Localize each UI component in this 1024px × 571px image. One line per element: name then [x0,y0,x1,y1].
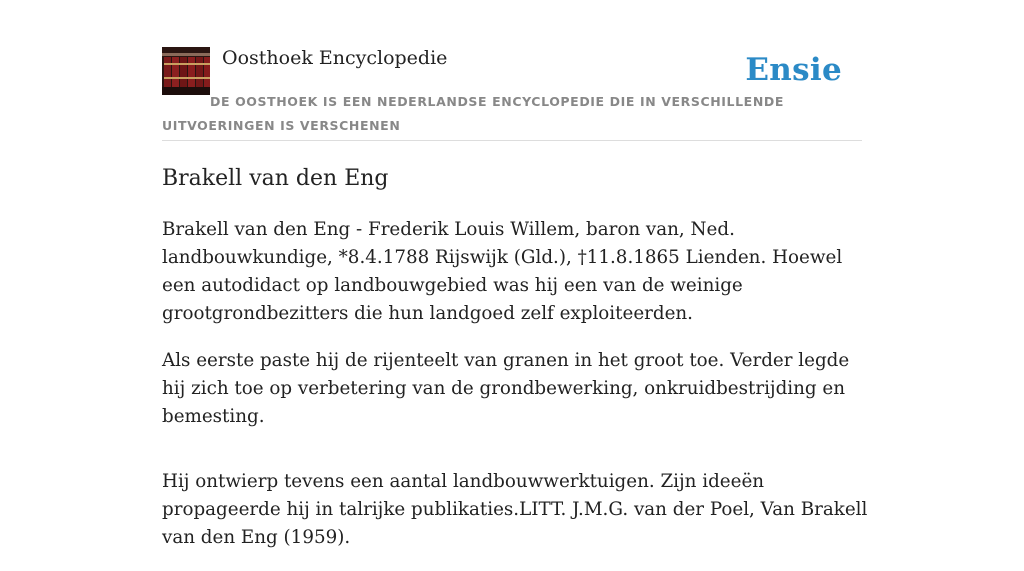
site-header [162,46,862,141]
article-paragraph: Als eerste paste hij de rijenteelt van granen in het groot toe. Verder legde hij zich toe op verbetering van de grondbewerking, onkruidbestrijding en bemesting. [162,350,850,427]
brand-logo-link[interactable]: Ensie [745,52,842,88]
article-body [162,216,868,571]
article-title: Brakell van den Eng [162,166,389,191]
article-paragraph: Brakell van den Eng - Frederik Louis Willem, baron van, Ned. landbouwkundige, *8.4.1788 Rijswijk (Gld.), †11.8.1865 Lienden. Hoewel een autodidact op landbouwgebied was hij een van de weinige grootgrondbezitters die hun landgoed zelf exploiteerden. [162,219,843,324]
books-icon [162,47,210,95]
article-paragraph: Hij ontwierp tevens een aantal landbouwwerktuigen. Zijn ideeën propageerde hij in talrijke publikaties.LITT. J.M.G. van der Poel, Van Brakell van den Eng (1959). [162,471,868,548]
encyclopedia-books-avatar[interactable] [162,47,210,95]
site-title[interactable]: Oosthoek Encyclopedie [222,47,448,69]
site-description: DE OOSTHOEK IS EEN NEDERLANDSE ENCYCLOPEDIE DIE IN VERSCHILLENDE UITVOERINGEN IS VERSCHENEN [162,94,784,133]
